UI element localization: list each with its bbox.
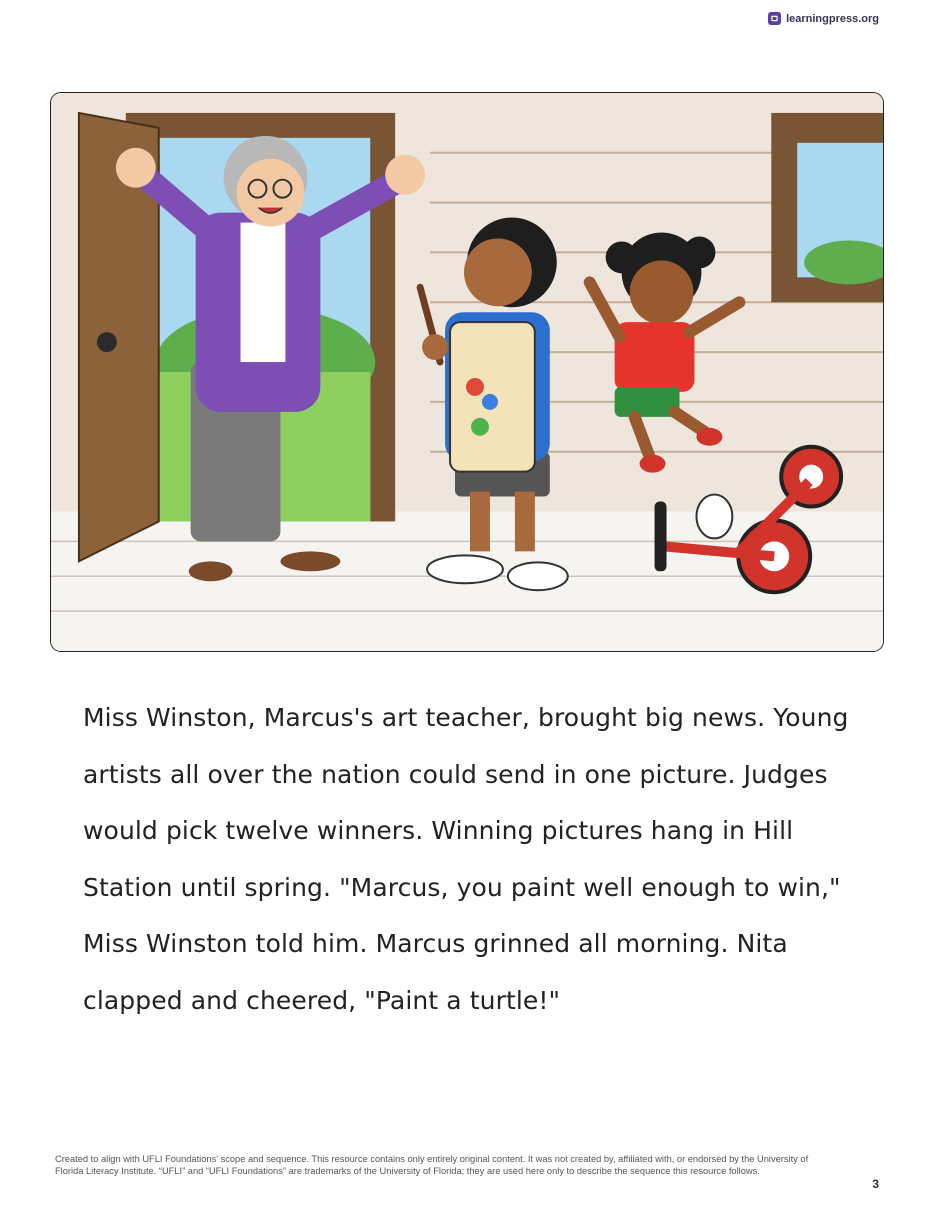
story-text: Miss Winston, Marcus's art teacher, brought big news. Young artists all over the nation could send in one picture. Judges would pick twelve winners. Winning pictures hang in Hill Station until spring. "Marcus, you paint well enough to win," Miss Winston told him. Marcus grinned all morning. Nita clapped and cheered, "Paint a turtle!" [83, 703, 849, 1015]
story-illustration [50, 92, 884, 652]
brand-name: learningpress.org [786, 12, 879, 25]
page-number: 3 [872, 1177, 879, 1191]
brand-logo[interactable] [768, 12, 879, 25]
book-icon [768, 12, 781, 25]
footer-disclaimer: Created to align with UFLI Foundations' scope and sequence. This resource contains only entirely original content. It was not created by, affiliated with, or endorsed by the University of Florida Literacy Institute. “UFLI” and “UFLI Foundations” are trademarks of the University of Florida; they are used here only to describe the sequence this resource follows. [55, 1154, 809, 1177]
